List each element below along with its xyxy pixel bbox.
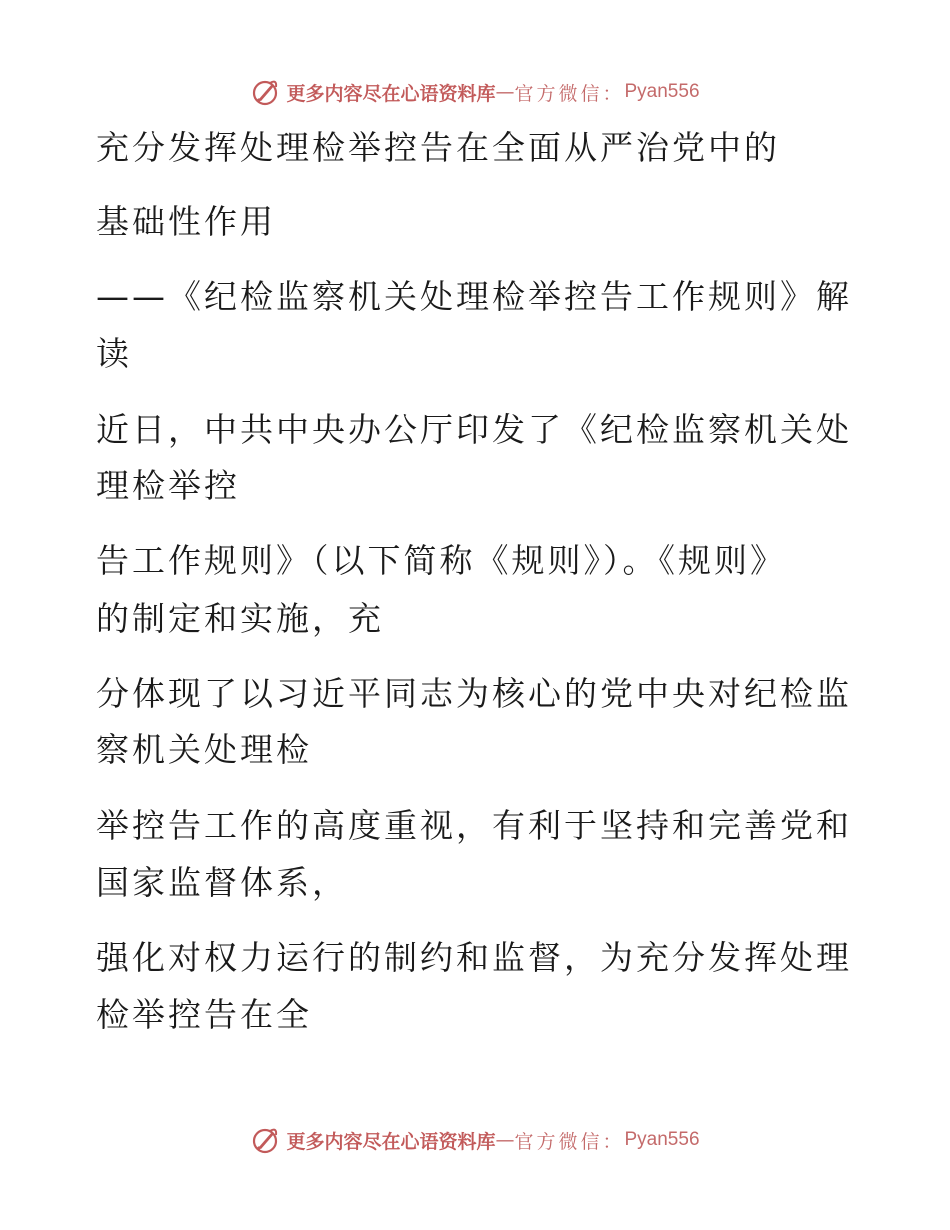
watermark-dash: — — [495, 1129, 515, 1151]
watermark-brand: 更多内容尽在心语资料库 — [286, 82, 496, 105]
doc-line: 理检举控 — [96, 466, 240, 505]
doc-line: 国家监督体系， — [96, 863, 348, 902]
doc-line: ——《纪检监察机关处理检举控告工作规则》解 — [96, 277, 852, 316]
doc-line: 的制定和实施，充 — [96, 599, 384, 638]
watermark-wechat-id: Pyan556 — [624, 81, 700, 102]
doc-line: 基础性作用 — [96, 202, 276, 241]
footer-watermark — [0, 1120, 950, 1160]
quill-pen-logo-icon — [250, 1125, 280, 1155]
watermark-contact-label: 官方微信： — [514, 82, 625, 105]
doc-line: 察机关处理检 — [96, 730, 312, 769]
quill-pen-logo-icon — [250, 77, 280, 107]
header-watermark — [0, 72, 950, 112]
doc-line: 检举控告在全 — [96, 995, 312, 1034]
watermark-wechat-id: Pyan556 — [624, 1129, 700, 1150]
watermark-contact-label: 官方微信： — [514, 1130, 625, 1153]
doc-line: 强化对权力运行的制约和监督，为充分发挥处理 — [96, 938, 852, 977]
doc-line: 充分发挥处理检举控告在全面从严治党中的 — [96, 128, 780, 167]
doc-line: 告工作规则》（以下简称《规则》）。《规则》 — [96, 541, 786, 580]
doc-line: 举控告工作的高度重视，有利于坚持和完善党和 — [96, 806, 852, 845]
watermark-dash: — — [495, 81, 515, 103]
doc-line: 读 — [96, 334, 132, 373]
doc-line: 近日，中共中央办公厅印发了《纪检监察机关处 — [96, 410, 852, 449]
watermark-brand: 更多内容尽在心语资料库 — [286, 1130, 496, 1153]
doc-line: 分体现了以习近平同志为核心的党中央对纪检监 — [96, 674, 852, 713]
